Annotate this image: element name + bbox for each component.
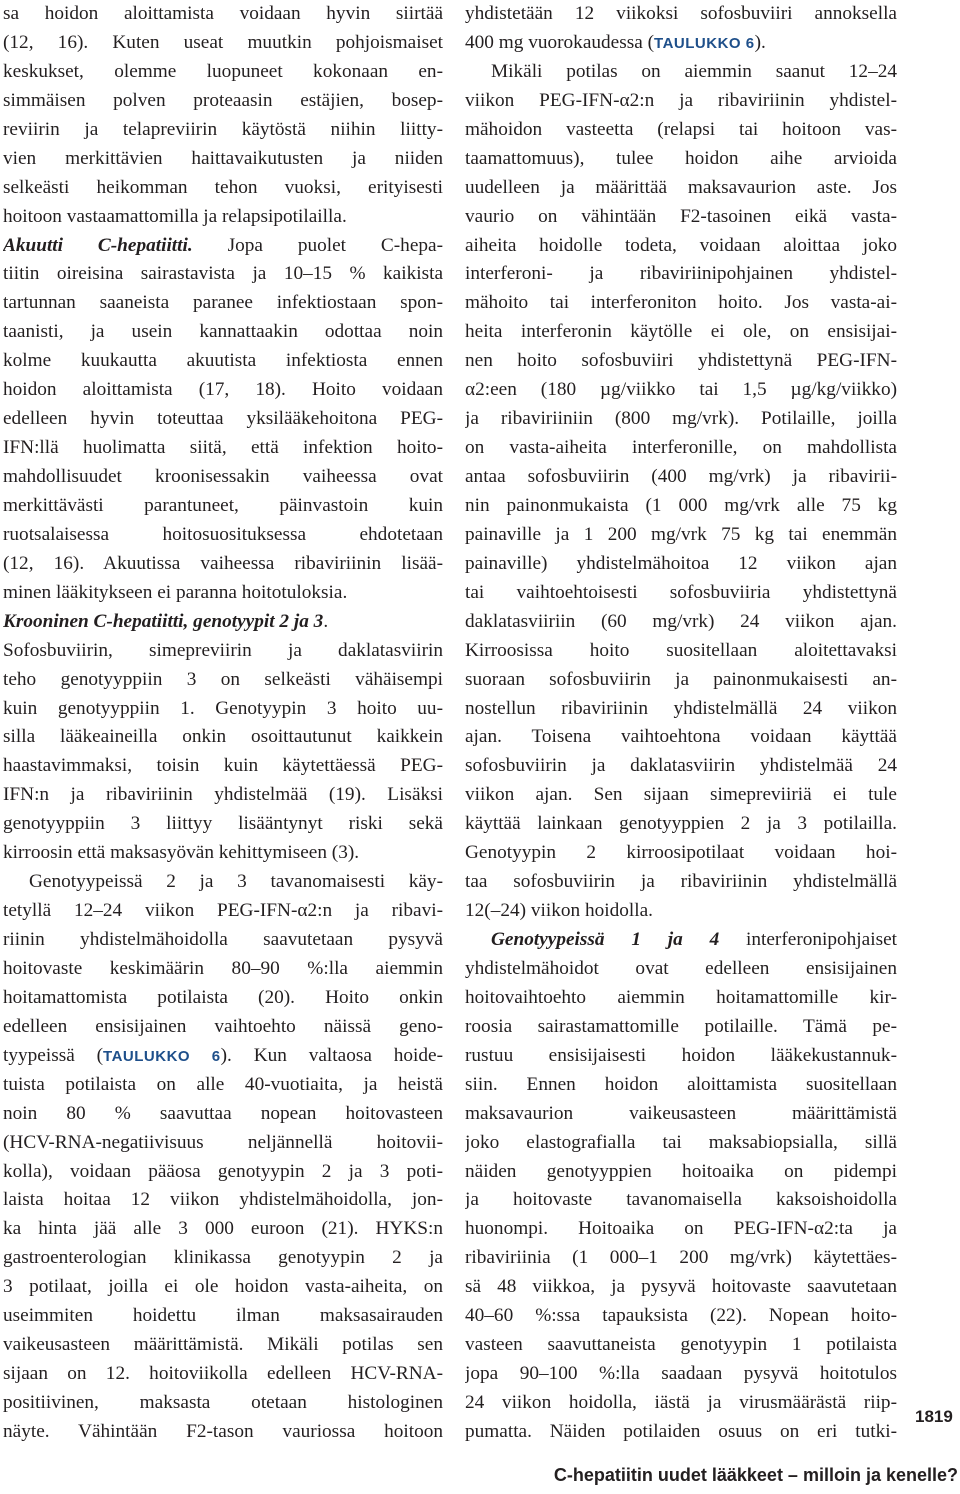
line-text: Mikäli potilas on aiemmin saanut 12–24 xyxy=(491,60,897,82)
text-line xyxy=(3,260,443,289)
line-text: minen lääkitykseen ei paranna hoitotuloksia. xyxy=(3,581,348,603)
text-line xyxy=(465,0,897,29)
line-text: ruotsalaisessa hoitosuosituksessa ehdotetaan xyxy=(3,523,443,545)
line-text: viikon ajan. Sen sijaan simepreviiriä ei tule xyxy=(465,784,897,806)
text-line xyxy=(465,897,897,926)
text-line xyxy=(465,1273,897,1302)
text-line xyxy=(3,0,443,29)
text-line xyxy=(3,1244,443,1273)
text-line xyxy=(465,579,897,608)
line-text: 40–60 %:ssa tapauksista (22). Nopean hoito- xyxy=(465,1305,897,1327)
text-line xyxy=(465,289,897,318)
line-text: vaikeusasteen määrittämistä. Mikäli potilas sen xyxy=(3,1334,443,1356)
text-line xyxy=(3,521,443,550)
line-text: hoitovaihtoehto aiemmin hoitamattomille kir- xyxy=(465,986,897,1008)
section-heading: Genotyypeissä 1 ja 4 xyxy=(491,929,720,950)
line-text: kolme kuukautta akuutista infektiosta ennen xyxy=(3,350,443,372)
line-text: näiden genotyyppien hoitoaika on pidempi xyxy=(465,1160,897,1182)
text-line xyxy=(465,984,897,1013)
text-line xyxy=(3,984,443,1013)
text-line xyxy=(465,1129,897,1158)
line-text: ). Kun valtaosa hoide- xyxy=(220,1044,443,1066)
text-line xyxy=(465,1418,897,1447)
line-text: heita interferonin käytölle ei ole, on ensisijai- xyxy=(465,321,897,343)
line-text: rustuu ensisijaisesti hoidon lääkekustannuk- xyxy=(465,1044,897,1066)
text-line xyxy=(465,637,897,666)
line-text: uudelleen ja määrittää maksavaurion aste. Jos xyxy=(465,176,897,198)
line-text: Genotyypeissä 2 ja 3 tavanomaisesti käy- xyxy=(29,871,443,893)
line-text: huonompi. Hoitoaika on PEG-IFN-α2:ta ja xyxy=(465,1218,897,1240)
line-text: mähoidon vasteetta (relapsi tai hoitoon vas- xyxy=(465,118,897,140)
text-line xyxy=(3,1360,443,1389)
text-line xyxy=(465,87,897,116)
line-text: riinin yhdistelmähoidolla saavutetaan pysyvä xyxy=(3,929,443,950)
line-text: haastavimmaksi, toisin kuin käytettäessä PEG- xyxy=(3,755,443,777)
text-line xyxy=(465,1158,897,1187)
text-line xyxy=(465,1013,897,1042)
section-heading: Akuutti C-hepatiitti. xyxy=(3,234,193,256)
text-line xyxy=(3,579,443,608)
line-text: interferoni- ja ribaviriinipohjainen yhdistel- xyxy=(465,263,897,285)
text-line xyxy=(465,1042,897,1071)
line-text: ja ribaviriiniin (800 mg/vrk). Potilaille, joilla xyxy=(465,408,897,430)
text-line xyxy=(465,1071,897,1100)
line-text: merkittävästi parantuneet, päinvastoin kuin xyxy=(3,494,443,516)
line-text: tartunnan saaneista paranee infektiostaan spon- xyxy=(3,292,443,314)
text-line xyxy=(3,1158,443,1187)
text-line xyxy=(3,58,443,87)
text-line xyxy=(3,116,443,145)
line-text: taanisti, ja usein kannattaakin odottaa noin xyxy=(3,321,443,343)
text-line xyxy=(3,1042,443,1071)
text-line xyxy=(3,87,443,116)
table-reference-link[interactable]: TAULUKKO 6 xyxy=(103,1047,221,1065)
text-line xyxy=(3,145,443,174)
text-line xyxy=(3,1013,443,1042)
text-line xyxy=(465,492,897,521)
line-text: gastroenterologian klinikassa genotyypin 2 ja xyxy=(3,1247,443,1269)
line-text: 3 potilaat, joilla ei ole hoidon vasta-aiheita, on xyxy=(3,1276,443,1298)
text-line xyxy=(465,752,897,781)
line-text: Kirroosissa hoito suositellaan aloitettavaksi xyxy=(465,639,897,661)
line-text: IFN:llä huolimatta siitä, että infektion hoito- xyxy=(3,437,443,459)
text-line xyxy=(3,955,443,984)
text-line xyxy=(3,289,443,318)
line-text: nin painonmukaista (1 000 mg/vrk alle 75 kg xyxy=(465,494,897,516)
text-line xyxy=(3,1418,443,1447)
line-text: kuin genotyyppiin 1. Genotyypin 3 hoito uu- xyxy=(3,697,443,719)
line-text: Sofosbuviirin, simepreviirin ja daklatasviirin xyxy=(3,639,443,661)
text-line xyxy=(465,550,897,579)
line-text: (12, 16). Kuten useat muutkin pohjoismaiset xyxy=(3,31,443,53)
text-line xyxy=(465,232,897,261)
text-line xyxy=(3,376,443,405)
line-text: aiheita hoidolle todeta, voidaan aloittaa joko xyxy=(465,234,897,256)
text-line xyxy=(3,723,443,752)
line-text: ajan. Toisena vaihtoehtona voidaan käyttää xyxy=(465,726,897,748)
line-text: tiitin oireisina sairastavista ja 10–15 % kaikista xyxy=(3,263,443,285)
text-line xyxy=(3,1186,443,1215)
line-text: IFN:n ja ribaviriinin yhdistelmää (19). Lisäksi xyxy=(3,784,443,806)
line-text: ka hinta jää alle 3 000 euroon (21). HYKS:n xyxy=(3,1218,443,1240)
text-line xyxy=(3,318,443,347)
text-line xyxy=(465,695,897,724)
text-line xyxy=(3,897,443,926)
running-footer-title: C-hepatiitin uudet lääkkeet – milloin ja kenelle? xyxy=(553,1465,958,1485)
text-line xyxy=(465,1389,897,1418)
text-line xyxy=(465,203,897,232)
line-text: sijaan on 12. hoitoviikolla edelleen HCV-RNA- xyxy=(3,1363,443,1385)
text-line xyxy=(465,1244,897,1273)
line-text: mähoito tai interferoniton hoito. Jos vasta-ai- xyxy=(465,292,897,314)
text-line xyxy=(3,203,443,232)
line-text: käyttää lainkaan genotyyppien 2 ja 3 potilailla. xyxy=(465,813,897,835)
text-line xyxy=(3,1215,443,1244)
text-line xyxy=(3,1389,443,1418)
line-text: sä 48 viikkoa, ja pysyvä hoitovaste saavutetaan xyxy=(465,1276,897,1298)
text-line xyxy=(465,145,897,174)
text-line xyxy=(3,405,443,434)
text-line xyxy=(3,1273,443,1302)
line-text: yhdistetään 12 viikoksi sofosbuviiri annoksella xyxy=(465,3,897,24)
line-text: interferonipohjaiset xyxy=(719,929,897,950)
line-text: painaville) yhdistelmähoitoa 12 viikon ajan xyxy=(465,552,897,574)
line-text: hoitovaste keskimäärin 80–90 %:lla aiemmin xyxy=(3,957,443,979)
line-text: mahdollisuudet kroonisessakin vaiheessa ovat xyxy=(3,466,443,487)
text-line xyxy=(465,260,897,289)
line-text: keskukset, olemme luopuneet kokonaan en- xyxy=(3,60,443,82)
line-text: siin. Ennen hoidon aloittamista suositellaan xyxy=(465,1073,897,1095)
text-line xyxy=(3,666,443,695)
line-text: tuista potilaista on alle 40-vuotiaita, ja heistä xyxy=(3,1073,443,1095)
line-text: . xyxy=(323,610,329,632)
text-line xyxy=(3,1100,443,1129)
text-line xyxy=(3,752,443,781)
line-text: viikon PEG-IFN-α2:n ja ribaviriinin yhdistel- xyxy=(465,89,897,111)
line-text: laista hoitaa 12 viikon yhdistelmähoidolla, jon- xyxy=(3,1189,443,1211)
text-line xyxy=(465,1331,897,1360)
line-text: edelleen ensisijainen vaihtoehto näissä geno- xyxy=(3,1015,443,1037)
line-text: tai vaihtoehtoisesti sofosbuviiria yhdistettynä xyxy=(465,581,897,603)
line-text: hoitamattomista potilaista (20). Hoito onkin xyxy=(3,986,443,1008)
text-line xyxy=(465,723,897,752)
text-line xyxy=(465,376,897,405)
text-line xyxy=(3,810,443,839)
text-line xyxy=(3,868,443,897)
line-text: sofosbuviirin ja daklatasviirin yhdistelmää 24 xyxy=(465,755,897,777)
line-text: noin 80 % saavuttaa nopean hoitovasteen xyxy=(3,1102,443,1124)
text-line xyxy=(3,29,443,58)
line-text: tetyllä 12–24 viikon PEG-IFN-α2:n ja ribavi- xyxy=(3,900,443,922)
text-line xyxy=(465,955,897,984)
text-line xyxy=(465,868,897,897)
line-text: edelleen hyvin toteuttaa yksilääkehoitona PEG- xyxy=(3,408,443,430)
line-text: vien merkittävien haittavaikutusten ja niiden xyxy=(3,147,443,169)
text-line xyxy=(465,463,897,492)
text-line xyxy=(3,434,443,463)
text-line xyxy=(465,1100,897,1129)
line-text: antaa sofosbuviirin (400 mg/vrk) ja ribavirii- xyxy=(465,466,897,487)
line-text: roosia sairastamattomille potilaille. Tämä pe- xyxy=(465,1015,897,1037)
text-line xyxy=(3,1129,443,1158)
text-line xyxy=(465,521,897,550)
line-text: (12, 16). Akuutissa vaiheessa ribaviriinin lisää- xyxy=(3,552,443,574)
text-line xyxy=(3,1302,443,1331)
text-line xyxy=(465,29,897,58)
text-line xyxy=(3,492,443,521)
text-line xyxy=(3,550,443,579)
line-text: yhdistelmähoidot ovat edelleen ensisijainen xyxy=(465,957,897,979)
text-line xyxy=(3,695,443,724)
line-text: 12(–24) viikon hoidolla. xyxy=(465,900,653,922)
line-text: teho genotyyppiin 3 on selkeästi vähäisempi xyxy=(3,668,443,690)
text-line xyxy=(465,174,897,203)
text-line xyxy=(3,839,443,868)
line-text: reviirin ja telapreviirin käytöstä niihin liitty- xyxy=(3,118,443,140)
line-text: ja hoitovaste tavanomaisella kaksoishoidolla xyxy=(465,1189,897,1211)
line-text: tyypeissä ( xyxy=(3,1044,104,1066)
line-text: ). xyxy=(754,31,766,53)
line-text: sa hoidon aloittamista voidaan hyvin siirtää xyxy=(3,3,443,24)
text-line xyxy=(465,1215,897,1244)
line-text: hoitoon vastaamattomilla ja relapsipotilailla. xyxy=(3,205,347,227)
text-line xyxy=(465,405,897,434)
text-line xyxy=(465,1302,897,1331)
text-line xyxy=(465,608,897,637)
line-text: selkeästi heikomman tehon vuoksi, erityisesti xyxy=(3,176,443,198)
line-text: 400 mg vuorokaudessa ( xyxy=(465,31,655,53)
page-number: 1819 xyxy=(915,1407,953,1426)
line-text: jopa 90–100 %:lla saadaan pysyvä hoitotulos xyxy=(465,1363,897,1385)
text-line xyxy=(3,1071,443,1100)
line-text: nen hoito sofosbuviiri yhdistettynä PEG-IFN- xyxy=(465,350,897,372)
text-line xyxy=(465,839,897,868)
text-line xyxy=(465,781,897,810)
line-text: hoidon aloittamista (17, 18). Hoito voidaan xyxy=(3,379,443,401)
line-text: painaville ja 1 200 mg/vrk 75 kg tai enemmän xyxy=(465,523,897,545)
line-text: simmäisen polven proteaasin estäjien, bosep- xyxy=(3,89,443,111)
line-text: daklatasviiriin (60 mg/vrk) 24 viikon ajan. xyxy=(465,610,897,632)
text-line xyxy=(3,608,443,637)
right-text-column xyxy=(465,0,897,1447)
text-line xyxy=(465,58,897,87)
line-text: α2:een (180 µg/viikko tai 1,5 µg/kg/viikko) xyxy=(465,379,897,401)
line-text: taa sofosbuviirin ja ribaviriinin yhdistelmällä xyxy=(465,871,897,893)
line-text: joko elastografialla tai maksabiopsialla, sillä xyxy=(465,1131,897,1153)
line-text: taamattomuus), tulee hoidon aihe arvioida xyxy=(465,147,897,169)
line-text: 24 viikon hoidolla, iästä ja virusmäärästä riip- xyxy=(465,1392,897,1413)
text-line xyxy=(465,318,897,347)
section-heading: Krooninen C-hepatiitti, genotyypit 2 ja 3 xyxy=(3,610,324,632)
line-text: Genotyypin 2 kirroosipotilaat voidaan hoi- xyxy=(465,842,897,864)
line-text: suoraan sofosbuviirin ja painonmukaisesti an- xyxy=(465,668,897,690)
text-line xyxy=(465,347,897,376)
line-text: maksavaurion vaikeusasteen määrittämistä xyxy=(465,1102,897,1124)
line-text: useimmiten hoidettu ilman maksasairauden xyxy=(3,1305,443,1327)
line-text: Jopa puolet C-hepa- xyxy=(192,234,443,256)
line-text: vaurio on vähintään F2-tasoinen eikä vasta- xyxy=(465,205,897,227)
text-line xyxy=(465,116,897,145)
text-line xyxy=(465,434,897,463)
line-text: pumatta. Näiden potilaiden osuus on eri tutki- xyxy=(465,1420,897,1442)
table-reference-link[interactable]: TAULUKKO 6 xyxy=(654,34,755,52)
line-text: vasteen saavuttaneista genotyypin 1 potilaista xyxy=(465,1334,897,1356)
text-line xyxy=(465,810,897,839)
line-text: nostellun ribaviriinin yhdistelmällä 24 viikon xyxy=(465,697,897,719)
line-text: on vasta-aiheita interferonille, on mahdollista xyxy=(465,437,897,459)
text-line xyxy=(3,637,443,666)
line-text: (HCV-RNA-negatiivisuus neljännellä hoitovii- xyxy=(3,1131,443,1153)
line-text: kirroosin että maksasyövän kehittymiseen (3). xyxy=(3,842,360,864)
line-text: näyte. Vähintään F2-tason vauriossa hoitoon xyxy=(3,1420,443,1442)
text-line xyxy=(465,1360,897,1389)
text-line xyxy=(3,232,443,261)
text-line xyxy=(465,926,897,955)
text-line xyxy=(465,666,897,695)
line-text: kolla), voidaan pääosa genotyypin 2 ja 3 poti- xyxy=(3,1160,443,1182)
text-line xyxy=(3,174,443,203)
left-text-column xyxy=(3,0,443,1447)
line-text: positiivinen, maksasta otetaan histologinen xyxy=(3,1392,443,1413)
text-line xyxy=(3,347,443,376)
line-text: genotyyppiin 3 liittyy lisääntynyt riski sekä xyxy=(3,813,443,835)
text-line xyxy=(3,926,443,955)
text-line xyxy=(3,463,443,492)
text-line xyxy=(3,1331,443,1360)
text-line xyxy=(465,1186,897,1215)
line-text: silla lääkeaineilla onkin osoittautunut kaikkein xyxy=(3,726,443,748)
text-line xyxy=(3,781,443,810)
line-text: ribaviriinia (1 000–1 200 mg/vrk) käytettäes- xyxy=(465,1247,897,1269)
